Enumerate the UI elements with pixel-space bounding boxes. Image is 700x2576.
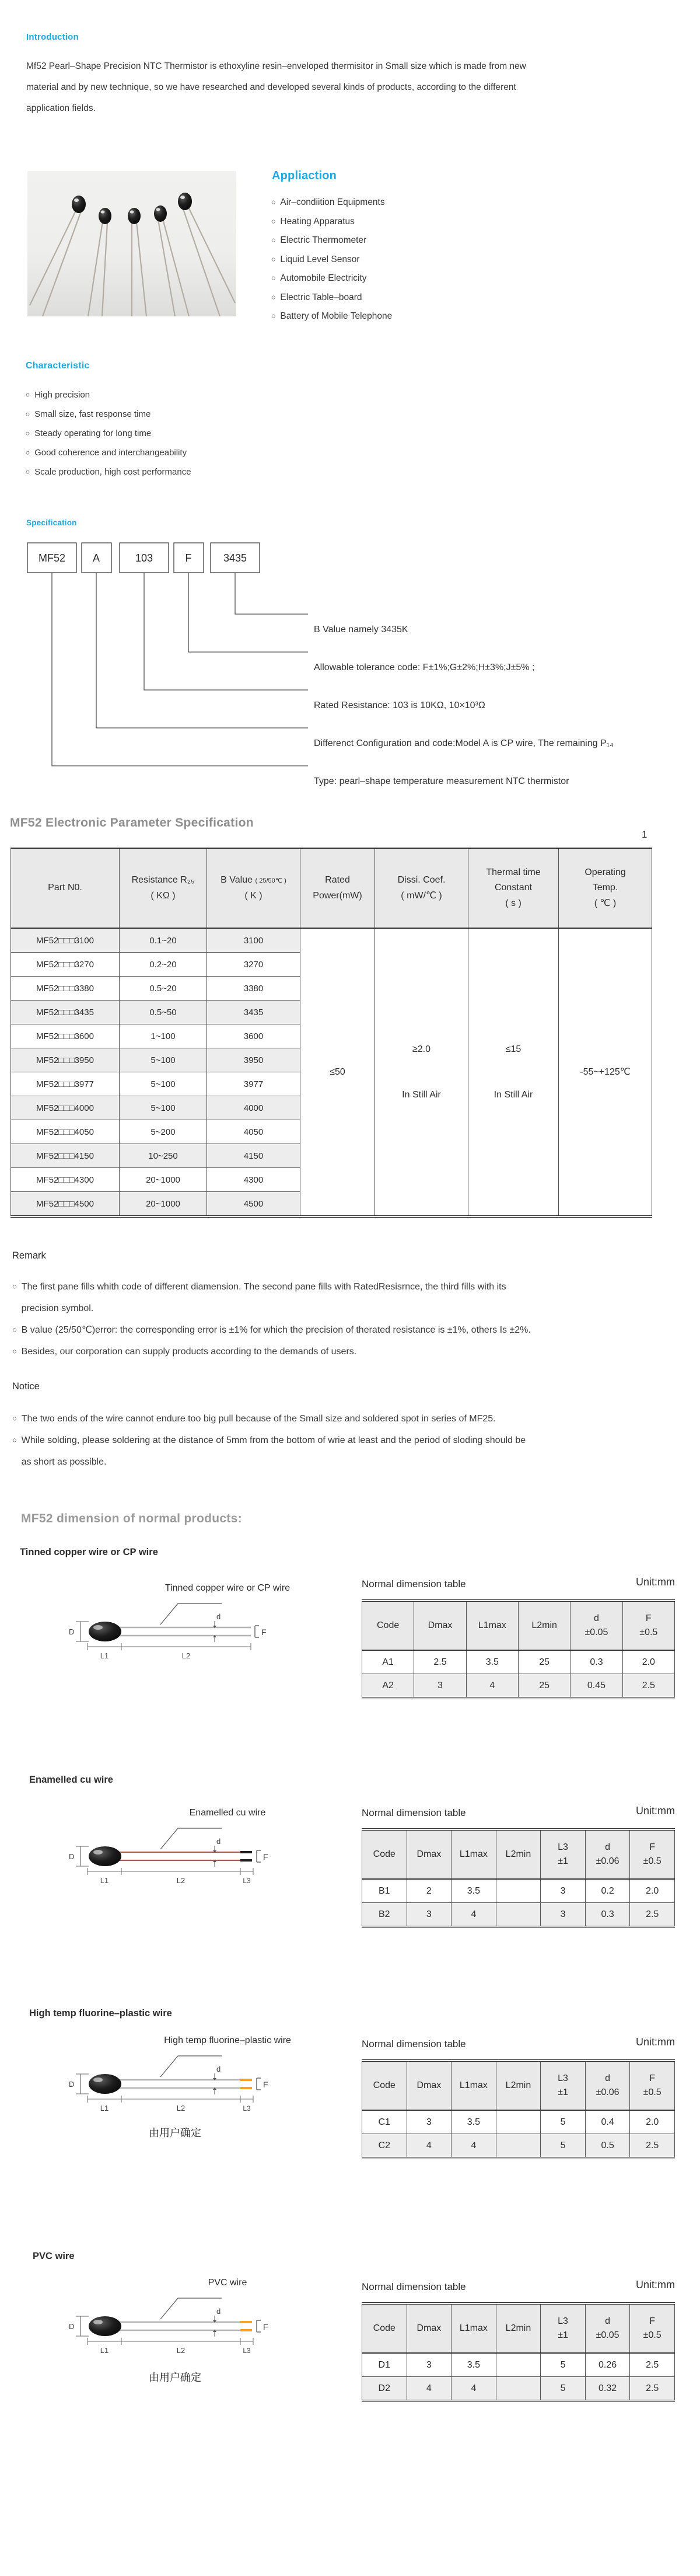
dim-col-header-code: Code	[362, 1601, 414, 1650]
dim-cell: 3	[541, 1903, 586, 1927]
elec-cell-part-number: MF52□□□4050	[11, 1120, 120, 1144]
dimension-L-line	[88, 2338, 253, 2345]
label-leader-line	[160, 1828, 222, 1849]
dim-cell-code: D2	[362, 2377, 407, 2401]
box-config: A	[92, 552, 100, 564]
list-item-text: Heating Apparatus	[280, 216, 355, 226]
dim-label-L2: L2	[176, 2104, 186, 2113]
list-item-text: Scale production, high cost performance	[34, 467, 191, 477]
circle-bullet-icon: ○	[25, 468, 30, 476]
dim-label-F: F	[263, 2080, 268, 2089]
diagram-label: Enamelled cu wire	[189, 1808, 266, 1818]
elec-cell-resistance-range: 0.5~50	[120, 1001, 207, 1024]
elec-cell-part-number: MF52□□□3600	[11, 1024, 120, 1048]
dim-cell: 0.4	[585, 2110, 630, 2134]
introduction-heading: Introduction	[26, 32, 79, 42]
dim-cell: 4	[452, 2134, 496, 2159]
elec-cell-b-value: 4300	[207, 1168, 300, 1192]
dim-cell: 4	[466, 1674, 518, 1699]
dimension-L-line	[88, 1643, 251, 1650]
dim-col-header-d: d ±0.06	[585, 1829, 630, 1879]
dim-table-title-1: Normal dimension table	[362, 1578, 466, 1589]
annotation-b-value: B Value namely 3435K	[314, 625, 408, 635]
specification-heading: Specification	[26, 518, 77, 527]
elec-cell-part-number: MF52□□□3435	[11, 1001, 120, 1024]
list-item-text: Automobile Electricity	[280, 273, 367, 283]
dim-cell-code: D1	[362, 2353, 407, 2377]
dim-cell: 2.0	[622, 1650, 674, 1674]
dim-table-row	[362, 1903, 675, 1927]
dim-table-unit-4: Unit:mm	[636, 2279, 675, 2291]
dim-cell: 0.26	[585, 2353, 630, 2377]
dim-cell: 2.0	[630, 1879, 675, 1903]
dim-label-d: d	[216, 1612, 221, 1621]
dim-col-header-l1max: L1max	[466, 1601, 518, 1650]
elec-cell-part-number: MF52□□□3380	[11, 977, 120, 1001]
dim-label-d: d	[216, 1837, 221, 1846]
label-leader-line	[160, 1604, 222, 1625]
remark-heading: Remark	[12, 1250, 46, 1261]
dim-table-title-2: Normal dimension table	[362, 1807, 466, 1818]
dim-cell: 0.3	[585, 1903, 630, 1927]
dim-cell	[496, 2134, 541, 2159]
dim-label-L1: L1	[100, 1876, 109, 1885]
elec-cell-resistance-range: 20~1000	[120, 1192, 207, 1217]
dimension-table-fluorine	[362, 2059, 675, 2159]
dim-col-header-code: Code	[362, 2303, 407, 2353]
elec-cell-part-number: MF52□□□4150	[11, 1144, 120, 1168]
elec-cell-b-value: 4050	[207, 1120, 300, 1144]
dim-label-L1: L1	[100, 2104, 109, 2113]
dim-table-row	[362, 1650, 675, 1674]
elec-cell-b-value: 3435	[207, 1001, 300, 1024]
dim-cell: 25	[518, 1650, 570, 1674]
col-header-bvalue: B Value ( 25/50℃ ) ( K )	[207, 848, 300, 928]
notice-heading: Notice	[12, 1381, 40, 1392]
col-header-resistance: Resistance R₂₅ ( KΩ )	[120, 848, 207, 928]
elec-table-row	[11, 928, 652, 953]
dimension-D-bracket	[76, 2316, 89, 2336]
circle-bullet-icon: ○	[271, 312, 276, 320]
dim-cell: 2.0	[630, 2110, 675, 2134]
dim-label-D: D	[69, 1852, 75, 1861]
list-item-text: Steady operating for long time	[34, 428, 152, 438]
circle-bullet-icon: ○	[25, 429, 30, 438]
paragraph-line: material and by new technique, so we have researched and developed several kinds of products, according to the different	[26, 82, 516, 92]
dimension-table-pvc	[362, 2302, 675, 2402]
dim-cell: 3.5	[452, 1879, 496, 1903]
dim-label-D: D	[69, 2322, 75, 2331]
elec-cell-b-value: 3270	[207, 953, 300, 977]
dim-cell: 3	[407, 1903, 452, 1927]
dim-col-header-f: F ±0.5	[630, 2061, 675, 2110]
dim-label-L3: L3	[243, 2104, 251, 2113]
section-heading-tinned-copper: Tinned copper wire or CP wire	[20, 1547, 158, 1557]
dim-cell-code: C1	[362, 2110, 407, 2134]
annotation-resistance: Rated Resistance: 103 is 10KΩ, 10×10³Ω	[314, 700, 485, 710]
circle-bullet-icon: ○	[271, 292, 276, 302]
section-heading-enamelled: Enamelled cu wire	[29, 1775, 113, 1785]
list-item-text: Besides, our corporation can supply products according to the demands of users.	[21, 1347, 357, 1357]
user-defined-note: 由用户确定	[149, 2127, 201, 2139]
diagram-label: PVC wire	[208, 2278, 247, 2288]
dim-label-D: D	[69, 2080, 75, 2089]
dim-table-row	[362, 2110, 675, 2134]
dim-cell: 5	[541, 2134, 586, 2159]
dim-col-header-d: d ±0.05	[585, 2303, 630, 2353]
elec-cell-resistance-range: 0.1~20	[120, 928, 207, 953]
dim-col-header-l1max: L1max	[452, 1829, 496, 1879]
list-item-text: Electric Table–board	[280, 292, 362, 302]
dim-cell: 4	[452, 1903, 496, 1927]
list-item-text: High precision	[34, 390, 90, 400]
elec-cell-b-value: 3977	[207, 1072, 300, 1096]
dim-table-row	[362, 1674, 675, 1699]
dim-cell: 3.5	[452, 2353, 496, 2377]
elec-header-row	[11, 848, 652, 928]
dim-col-header-l2min: L2min	[496, 2303, 541, 2353]
dimension-L-line	[88, 1868, 253, 1875]
dim-cell	[496, 2377, 541, 2401]
dim-table-row	[362, 1879, 675, 1903]
dim-cell	[496, 2110, 541, 2134]
list-item	[25, 462, 191, 482]
dim-cell: 2.5	[630, 2134, 675, 2159]
dim-cell	[496, 1879, 541, 1903]
dim-col-header-l2min: L2min	[518, 1601, 570, 1650]
product-photo	[27, 171, 236, 316]
dim-cell: 3	[414, 1674, 466, 1699]
dim-cell	[496, 1903, 541, 1927]
user-defined-note: 由用户确定	[149, 2372, 201, 2383]
list-item	[271, 288, 392, 308]
dim-label-L1: L1	[100, 1651, 109, 1660]
circle-bullet-icon: ○	[271, 236, 276, 245]
dim-cell: 2.5	[622, 1674, 674, 1699]
elec-cell-resistance-range: 5~100	[120, 1096, 207, 1120]
list-item-text: B value (25/50℃)error: the corresponding error is ±1% for which the precision of therated resistance is ±1%, others Is ±2%.	[21, 1325, 531, 1335]
bead-icon	[89, 1622, 121, 1641]
circle-bullet-icon: ○	[271, 217, 276, 226]
circle-bullet-icon: ○	[12, 1282, 17, 1291]
col-header-thermal-time: Thermal time Constant ( s )	[468, 848, 559, 928]
diagram-label: Tinned copper wire or CP wire	[164, 1583, 290, 1593]
circle-bullet-icon: ○	[271, 255, 276, 264]
dim-col-header-dmax: Dmax	[407, 2303, 452, 2353]
circle-bullet-icon: ○	[25, 448, 30, 457]
dim-table-title-3: Normal dimension table	[362, 2038, 466, 2049]
dim-col-header-l1max: L1max	[452, 2303, 496, 2353]
circle-bullet-icon: ○	[25, 410, 30, 419]
dim-cell: 2.5	[414, 1650, 466, 1674]
col-header-rated-power: Rated Power(mW)	[300, 848, 375, 928]
dim-header-row	[362, 1601, 675, 1650]
dimension-D-bracket	[76, 2074, 89, 2094]
dim-col-header-dmax: Dmax	[407, 1829, 452, 1879]
elec-cell-part-number: MF52□□□3270	[11, 953, 120, 977]
dim-label-L2: L2	[176, 2346, 186, 2355]
bead-icon	[89, 2074, 121, 2094]
dim-cell-code: C2	[362, 2134, 407, 2159]
list-item-text: Small size, fast response time	[34, 409, 151, 419]
dim-col-header-dmax: Dmax	[414, 1601, 466, 1650]
list-item-text: The first pane fills whith code of different diamension. The second pane fills with RatedResisrnce, the third fills with its precision symbol.	[21, 1282, 506, 1313]
dim-label-d: d	[216, 2065, 221, 2073]
elec-cell-b-value: 4150	[207, 1144, 300, 1168]
elec-cell-b-value: 4000	[207, 1096, 300, 1120]
dim-col-header-l3: L3 ±1	[541, 2061, 586, 2110]
elec-cell-resistance-range: 0.5~20	[120, 977, 207, 1001]
dim-cell	[496, 2353, 541, 2377]
dimension-F-bracket	[257, 2078, 261, 2090]
dim-cell: 25	[518, 1674, 570, 1699]
elec-cell-resistance-range: 0.2~20	[120, 953, 207, 977]
dim-cell: 0.45	[570, 1674, 622, 1699]
dim-table-row	[362, 2353, 675, 2377]
elec-cell-resistance-range: 5~200	[120, 1120, 207, 1144]
list-item	[12, 1341, 531, 1362]
dimension-table-enamelled	[362, 1828, 675, 1928]
section-heading-pvc: PVC wire	[33, 2251, 75, 2261]
elec-merged-dissi-coef: ≥2.0 In Still Air	[375, 928, 468, 1216]
list-item	[271, 269, 392, 288]
section-heading-fluorine: High temp fluorine–plastic wire	[29, 2008, 172, 2019]
dimension-L-line	[88, 2096, 253, 2103]
elec-cell-resistance-range: 20~1000	[120, 1168, 207, 1192]
elec-cell-b-value: 3950	[207, 1048, 300, 1072]
dim-label-F: F	[261, 1627, 267, 1637]
circle-bullet-icon: ○	[25, 391, 30, 399]
circle-bullet-icon: ○	[12, 1414, 17, 1423]
list-item	[271, 250, 392, 270]
dim-col-header-d: d ±0.05	[570, 1601, 622, 1650]
bead-highlight	[93, 1850, 103, 1855]
elec-cell-part-number: MF52□□□4500	[11, 1192, 120, 1217]
dim-label-d: d	[216, 2307, 221, 2316]
dim-cell: 2	[407, 1879, 452, 1903]
dimension-F-bracket	[255, 1626, 259, 1637]
dim-cell: 3	[407, 2110, 452, 2134]
list-item-text: Good coherence and interchangeability	[34, 448, 187, 458]
list-item-text: Liquid Level Sensor	[280, 254, 360, 264]
dim-header-row	[362, 2303, 675, 2353]
bead-icon	[89, 2316, 121, 2336]
bead-highlight	[93, 2320, 103, 2324]
elec-cell-resistance-range: 1~100	[120, 1024, 207, 1048]
application-heading: Appliaction	[272, 169, 337, 182]
notice-list	[12, 1408, 526, 1473]
elec-cell-b-value: 3380	[207, 977, 300, 1001]
dimension-F-bracket	[257, 2320, 261, 2332]
dim-cell: 2.5	[630, 1903, 675, 1927]
dim-col-header-f: F ±0.5	[630, 2303, 675, 2353]
diagram-fluorine	[23, 2026, 350, 2151]
dim-col-header-f: F ±0.5	[622, 1601, 674, 1650]
dim-header-row	[362, 2061, 675, 2110]
dimension-D-bracket	[76, 1846, 89, 1866]
list-item-text: Battery of Mobile Telephone	[280, 311, 393, 321]
dim-cell: 3	[407, 2353, 452, 2377]
dimensions-heading: MF52 dimension of normal products:	[21, 1512, 242, 1525]
dim-table-unit-2: Unit:mm	[636, 1805, 675, 1817]
dim-table-title-4: Normal dimension table	[362, 2281, 466, 2292]
box-bvalue: 3435	[223, 552, 247, 564]
list-item	[271, 307, 392, 326]
dim-label-L2: L2	[176, 1876, 186, 1885]
dim-cell: 3.5	[452, 2110, 496, 2134]
list-item	[271, 193, 392, 212]
dim-cell: 4	[407, 2134, 452, 2159]
box-tolerance: F	[185, 552, 192, 564]
elec-parameter-table	[10, 848, 652, 1218]
elec-merged-thermal-time: ≤15 In Still Air	[468, 928, 559, 1216]
bead-highlight	[93, 2077, 103, 2082]
annotation-tolerance: Allowable tolerance code: F±1%;G±2%;H±3%;J±5% ;	[314, 663, 535, 672]
circle-bullet-icon: ○	[12, 1326, 17, 1334]
dim-cell: 5	[541, 2353, 586, 2377]
circle-bullet-icon: ○	[12, 1347, 17, 1356]
elec-table-title: MF52 Electronic Parameter Specification	[10, 816, 254, 829]
diagram-label: High temp fluorine–plastic wire	[164, 2035, 291, 2045]
list-item	[271, 212, 392, 232]
dim-cell-code: A2	[362, 1674, 414, 1699]
dim-label-F: F	[263, 2322, 268, 2331]
dim-col-header-l2min: L2min	[496, 1829, 541, 1879]
dim-label-L3: L3	[243, 1877, 251, 1885]
dim-label-L2: L2	[181, 1651, 191, 1660]
dim-cell: 5	[541, 2110, 586, 2134]
dim-cell: 4	[452, 2377, 496, 2401]
circle-bullet-icon: ○	[12, 1436, 17, 1445]
dim-table-row	[362, 2377, 675, 2401]
part-number-leader-lines	[52, 573, 308, 766]
elec-cell-resistance-range: 5~100	[120, 1048, 207, 1072]
circle-bullet-icon: ○	[271, 274, 276, 283]
dim-label-F: F	[263, 1852, 268, 1862]
dim-cell: 0.5	[585, 2134, 630, 2159]
label-leader-line	[160, 2298, 222, 2319]
dim-col-header-d: d ±0.06	[585, 2061, 630, 2110]
dim-cell-code: B2	[362, 1903, 407, 1927]
list-item	[12, 1430, 526, 1473]
characteristic-heading: Characteristic	[26, 361, 90, 371]
paragraph-line: Mf52 Pearl–Shape Precision NTC Thermistor is ethoxyline resin–enveloped thermisitor in Small size which is made from new	[26, 61, 526, 71]
dim-cell-code: A1	[362, 1650, 414, 1674]
elec-cell-b-value: 3100	[207, 928, 300, 953]
dim-col-header-l3: L3 ±1	[541, 1829, 586, 1879]
part-number-annotations	[314, 625, 614, 786]
list-item	[25, 385, 191, 405]
elec-cell-part-number: MF52□□□4300	[11, 1168, 120, 1192]
list-item	[12, 1319, 531, 1341]
list-item-text: While solding, please soldering at the distance of 5mm from the bottom of wrie at least and the period of sloding should be as short as possible.	[21, 1435, 526, 1467]
list-item	[25, 443, 191, 462]
dim-header-row	[362, 1829, 675, 1879]
elec-merged-rated-power: ≤50	[300, 928, 375, 1216]
bead-icon	[89, 1846, 121, 1866]
dim-cell-code: B1	[362, 1879, 407, 1903]
elec-cell-resistance-range: 10~250	[120, 1144, 207, 1168]
dim-label-L3: L3	[243, 2347, 251, 2355]
dim-cell: 4	[407, 2377, 452, 2401]
remark-list	[12, 1276, 531, 1362]
list-item	[12, 1408, 526, 1430]
dim-cell: 0.3	[570, 1650, 622, 1674]
list-item-text: Electric Thermometer	[280, 235, 367, 245]
col-header-operating-temp: Operating Temp. ( ℃ )	[559, 848, 652, 928]
list-item-text: The two ends of the wire cannot endure too big pull because of the Small size and soldered spot in series of MF25.	[21, 1414, 496, 1424]
elec-cell-b-value: 3600	[207, 1024, 300, 1048]
dimension-D-bracket	[76, 1622, 89, 1641]
dim-label-D: D	[69, 1627, 75, 1636]
dim-cell: 0.2	[585, 1879, 630, 1903]
characteristic-list	[25, 385, 191, 482]
dim-col-header-code: Code	[362, 1829, 407, 1879]
elec-cell-part-number: MF52□□□3100	[11, 928, 120, 953]
dim-col-header-l2min: L2min	[496, 2061, 541, 2110]
dim-cell: 3.5	[466, 1650, 518, 1674]
elec-merged-operating-temp: -55~+125℃	[559, 928, 652, 1216]
dimension-table-tinned-copper	[362, 1599, 675, 1699]
box-type: MF52	[38, 552, 66, 564]
dim-cell: 2.5	[630, 2353, 675, 2377]
dim-cell: 0.32	[585, 2377, 630, 2401]
paragraph-line: application fields.	[26, 103, 96, 113]
dim-col-header-code: Code	[362, 2061, 407, 2110]
dimension-F-bracket	[257, 1850, 261, 1862]
dim-col-header-l3: L3 ±1	[541, 2303, 586, 2353]
dim-col-header-l1max: L1max	[452, 2061, 496, 2110]
diagram-enamelled	[23, 1798, 350, 1923]
elec-cell-resistance-range: 5~100	[120, 1072, 207, 1096]
annotation-config: Differenct Configuration and code:Model A is CP wire, The remaining P₁₄	[314, 738, 614, 748]
col-header-dissi-coef: Dissi. Coef. ( mW/℃ )	[375, 848, 468, 928]
box-resistance: 103	[135, 552, 153, 564]
elec-cell-part-number: MF52□□□3977	[11, 1072, 120, 1096]
diagram-tinned-copper	[23, 1573, 350, 1699]
annotation-type: Type: pearl–shape temperature measurement NTC thermistor	[314, 776, 569, 786]
page-number: 1	[642, 829, 648, 840]
list-item	[12, 1276, 531, 1319]
dim-cell: 5	[541, 2377, 586, 2401]
col-header-part: Part N0.	[11, 848, 120, 928]
bead-highlight	[93, 1625, 103, 1630]
dim-col-header-f: F ±0.5	[630, 1829, 675, 1879]
dim-table-unit-3: Unit:mm	[636, 2036, 675, 2048]
dim-table-unit-1: Unit:mm	[636, 1576, 675, 1588]
application-list	[271, 193, 392, 326]
elec-cell-part-number: MF52□□□3950	[11, 1048, 120, 1072]
list-item-text: Air–condiition Equipments	[280, 197, 385, 207]
label-leader-line	[160, 2056, 222, 2077]
dim-label-L1: L1	[100, 2346, 109, 2355]
list-item	[25, 424, 191, 443]
introduction-paragraph	[26, 56, 526, 119]
list-item	[271, 231, 392, 250]
diagram-pvc	[23, 2268, 350, 2393]
dim-table-row	[362, 2134, 675, 2159]
dim-cell: 3	[541, 1879, 586, 1903]
elec-cell-part-number: MF52□□□4000	[11, 1096, 120, 1120]
part-number-diagram	[0, 536, 700, 799]
dim-col-header-dmax: Dmax	[407, 2061, 452, 2110]
list-item	[25, 405, 191, 424]
elec-cell-b-value: 4500	[207, 1192, 300, 1217]
dim-cell: 2.5	[630, 2377, 675, 2401]
circle-bullet-icon: ○	[271, 198, 276, 207]
